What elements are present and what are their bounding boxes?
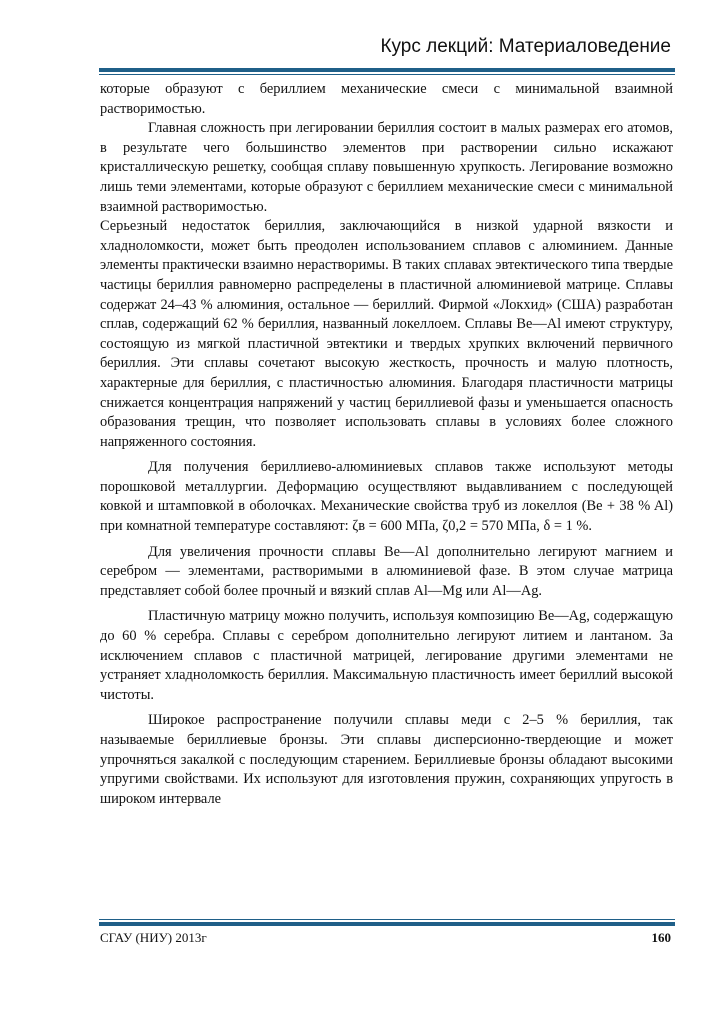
paragraph: Для увеличения прочности сплавы Be—Al дополнительно легируют магнием и серебром — элементами, растворимыми в алюминиевой фазе. В этом случае матрица представляет собой более прочный и вязкий сплав Al—Mg или Al—Ag.	[100, 543, 673, 599]
header-rule-thin	[99, 74, 675, 75]
footer-rule-thick	[99, 922, 675, 926]
paragraph: Пластичную матрицу можно получить, используя композицию Be—Ag, содержащую до 60 % серебра. Сплавы с серебром дополнительно легируют литием и лантаном. За исключением сплавов с пластичной матрицей, легирование другими элементами не устраняет хладноломкость бериллия. Максимальную пластичность имеет бериллий высокой чистоты.	[100, 608, 673, 703]
page-number: 160	[651, 930, 671, 945]
paragraph: Широкое распространение получили сплавы меди с 2–5 % бериллия, так называемые бериллиевые бронзы. Эти сплавы дисперсионно-твердеющие и может упрочняться закалкой с последующим старением. Бериллиевые бронзы обладают высокими упругими свойствами. Их используют для изготовления пружин, сохраняющих упругость в широком интервале	[100, 712, 673, 807]
paragraph: Серьезный недостаток бериллия, заключающийся в низкой ударной вязкости и хладноломкости, может быть преодолен использованием сплавов с алюминием. Данные элементы практически взаимно нерастворимы. В таких сплавах эвтектического типа твердые частицы бериллия равномерно распределены в пластичной алюминиевой матрице. Сплавы содержат 24–43 % алюминия, остальное — бериллий. Фирмой «Локхид» (США) разработан сплав, содержащий 62 % бериллия, названный локеллоем. Сплавы Be—Al имеют структуру, состоящую из мягкой пластичной эвтектики и твердых хрупких включений первичного бериллия. Эти сплавы сочетают высокую жесткость, прочность и малую плотность, характерные для бериллия, с пластичностью алюминия. Благодаря пластичности матрицы снижается концентрация напряжений у частиц бериллиевой фазы и уменьшается опасность образования трещин, что позволяет использовать сплавы в условиях более сложного напряженного состояния.	[100, 218, 673, 450]
page-header-title: Курс лекций: Материаловедение	[380, 36, 671, 57]
footer-publisher: СГАУ (НИУ) 2013г	[100, 930, 207, 945]
paragraph: Для получения бериллиево-алюминиевых сплавов также используют методы порошковой металлургии. Деформацию осуществляют выдавливанием с последующей ковкой и штамповкой в оболочках. Механические свойства труб из локеллоя (Be + 38 % Al) при комнатной температуре составляют: ζв = 600 МПа, ζ0,2 = 570 МПа, δ = 1 %.	[100, 459, 673, 535]
header-rule-thick	[99, 68, 675, 72]
paragraph-continuation: которые образуют с бериллием механические смеси с минимальной взаимной растворимостью.	[100, 81, 673, 117]
paragraph: Главная сложность при легировании бериллия состоит в малых размерах его атомов, в результате чего большинство элементов при растворении сильно искажают кристаллическую решетку, сообщая сплаву повышенную хрупкость. Легирование возможно лишь теми элементами, которые образуют с бериллием механические смеси с минимальной взаимной растворимостью.	[100, 120, 673, 215]
body-text	[100, 80, 673, 809]
footer-rule-thin	[99, 919, 675, 920]
